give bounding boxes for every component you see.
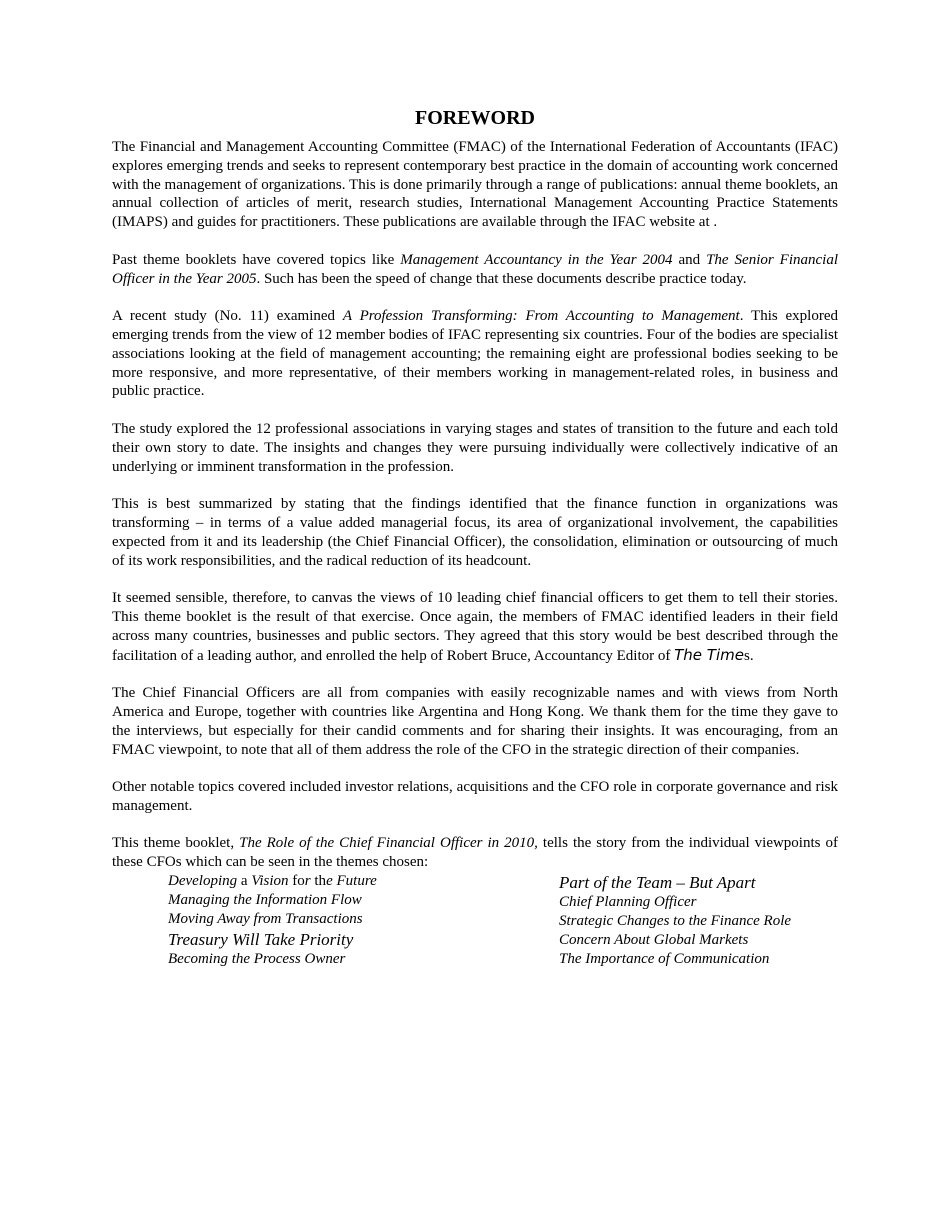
paragraph-fmac-intro: The Financial and Management Accounting Committee (FMAC) of the International Federation of Accountants (IFAC) explores emerging trends and seeks to represent contemporary best practice in the domain of accounting work concerned with the management of organizations. This is done primarily through a range of publications: annual theme booklets, an annual collection of articles of merit, research studies, International Management Accounting Practice Statements (IMAPS) and guides for practitioners. These publications are available through the IFAC website at . — [112, 139, 838, 231]
theme-item: Chief Planning Officer — [559, 894, 697, 911]
theme-item: Managing the Information Flow — [168, 892, 362, 909]
page-title: FOREWORD — [415, 107, 535, 129]
themes-column-right — [559, 872, 791, 969]
theme-item: Becoming the Process Owner — [168, 951, 346, 968]
paragraph-theme-booklet: This theme booklet, The Role of the Chief Financial Officer in 2010, tells the story from the individual viewpoints of these CFOs which can be seen in the themes chosen: — [112, 835, 838, 871]
themes-list — [112, 872, 838, 972]
booklet-title-2010: The Role of the Chief Financial Officer in 2010, — [239, 835, 538, 852]
paragraph-cfo-companies: The Chief Financial Officers are all from companies with easily recognizable names and with views from North America and Europe, together with countries like Argentina and Hong Kong. We thank them for the time they gave to the interviews, but especially for their candid comments and for sharing their insights. It was encouraging, from an FMAC viewpoint, to note that all of them address the role of the CFO in the strategic direction of their companies. — [112, 685, 838, 758]
paragraph-cfo-views: It seemed sensible, therefore, to canvas the views of 10 leading chief financial officers to get them to tell their stories. This theme booklet is the result of that exercise. Once again, the members of FMAC identified leaders in their field across many countries, businesses and public sectors. They agreed that this story would be best described through the facilitation of a leading author, and enrolled the help of Robert Bruce, Accountancy Editor of The Times. — [112, 590, 838, 664]
publication-name: The Time — [674, 645, 744, 664]
theme-item: Moving Away from Transactions — [168, 911, 363, 928]
paragraph-findings-summary: This is best summarized by stating that the findings identified that the finance function in organizations was transforming – in terms of a value added managerial focus, its area of organizational involvement, the capabilities expected from it and its leadership (the Chief Financial Officer), the consolidation, elimination or outsourcing of much of its work responsibilities, and the radical reduction of its headcount. — [112, 496, 838, 569]
themes-column-left — [168, 872, 377, 969]
study-title: A Profession Transforming: From Accounting to Management — [342, 308, 740, 325]
paragraph-study-explored: The study explored the 12 professional associations in varying stages and states of transition to the future and each told their own story to date. The insights and changes they were pursuing individually were collectively indicative of an underlying or imminent transformation in the profession. — [112, 420, 838, 475]
theme-item: Strategic Changes to the Finance Role — [559, 913, 792, 930]
foreword-page — [112, 104, 838, 972]
booklet-title-2004: Management Accountancy in the Year 2004 — [400, 251, 673, 268]
paragraph-recent-study: A recent study (No. 11) examined A Profession Transforming: From Accounting to Management. This explored emerging trends from the view of 12 member bodies of IFAC representing six countries. Four of the bodies are specialist associations looking at the field of management accounting; the remaining eight are professional bodies seeking to be more responsive, and more representative, of their members working in management-related roles, in business and public practice. — [112, 308, 838, 400]
booklet-title-2005: The Senior Financial Officer in the Year 2005 — [112, 251, 838, 287]
theme-item: Developing a Vision for the Future — [168, 873, 377, 890]
paragraph-other-topics: Other notable topics covered included investor relations, acquisitions and the CFO role in corporate governance and risk management. — [112, 779, 838, 814]
theme-item: Concern About Global Markets — [559, 932, 749, 949]
theme-item: The Importance of Communication — [559, 951, 770, 968]
theme-item: Part of the Team – But Apart — [559, 873, 756, 893]
paragraph-past-booklets: Past theme booklets have covered topics like Management Accountancy in the Year 2004 and The Senior Financial Officer in the Year 2005. Such has been the speed of change that these documents describe practice today. — [112, 251, 838, 287]
theme-item: Treasury Will Take Priority — [168, 930, 354, 950]
